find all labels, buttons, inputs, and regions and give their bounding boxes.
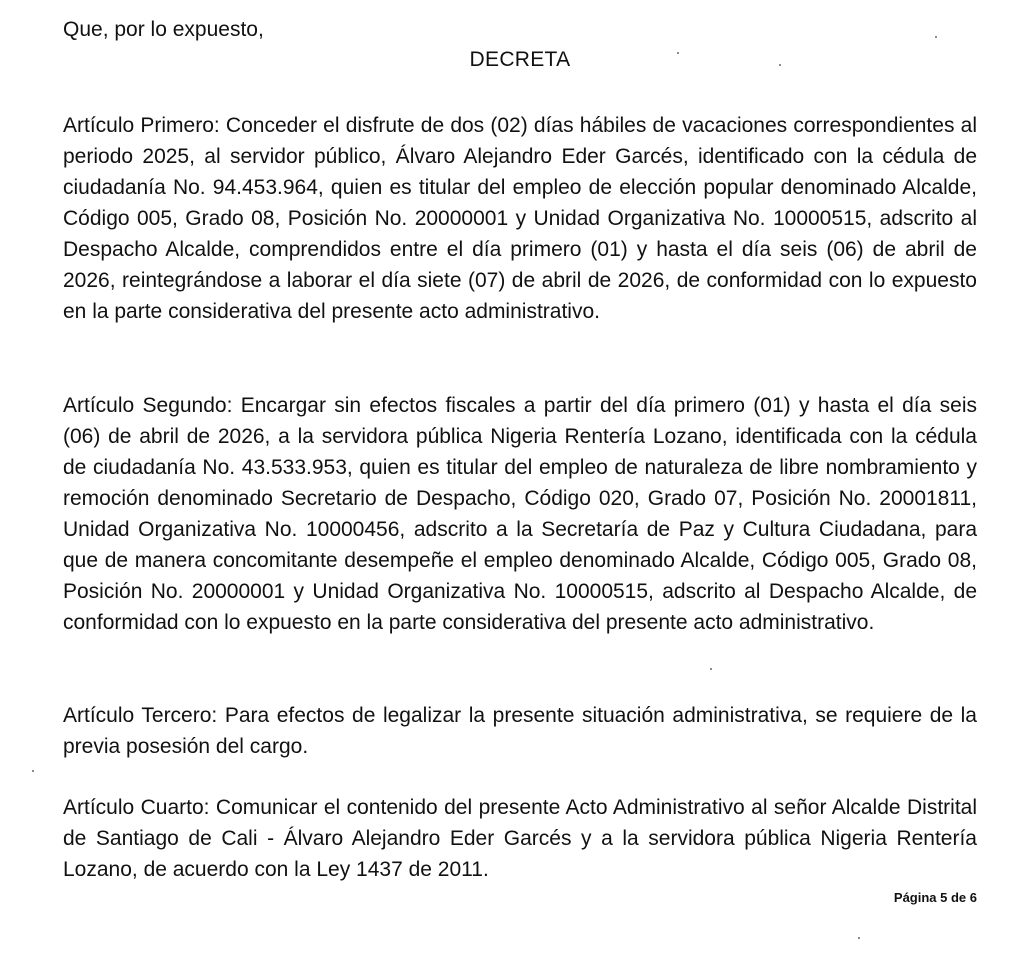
article-second: Artículo Segundo: Encargar sin efectos fiscales a partir del día primero (01) y hasta el día seis (06) de abril de 2026, a la servidora pública Nigeria Rentería Lozano, identificada con la cédula de ciudadanía No. 43.533.953, quien es titular del empleo de naturaleza de libre nombramiento y remoción denominado Secretario de Despacho, Código 020, Grado 07, Posición No. 20001811, Unidad Organizativa No. 10000456, adscrito a la Secretaría de Paz y Cultura Ciudadana, para que de manera concomitante desempeñe el empleo denominado Alcalde, Código 005, Grado 08, Posición No. 20000001 y Unidad Organizativa No. 10000515, adscrito al Despacho Alcalde, de conformidad con lo expuesto en la parte considerativa del presente acto administrativo. <box>63 394 977 634</box>
article-first: Artículo Primero: Conceder el disfrute de dos (02) días hábiles de vacaciones correspondientes al periodo 2025, al servidor público, Álvaro Alejandro Eder Garcés, identificado con la cédula de ciudadanía No. 94.453.964, quien es titular del empleo de elección popular denominado Alcalde, Código 005, Grado 08, Posición No. 20000001 y Unidad Organizativa No. 10000515, adscrito al Despacho Alcalde, comprendidos entre el día primero (01) y hasta el día seis (06) de abril de 2026, reintegrándose a laborar el día siete (07) de abril de 2026, de conformidad con lo expuesto en la parte considerativa del presente acto administrativo. <box>63 114 977 323</box>
decree-heading: DECRETA <box>469 48 571 71</box>
page-number: Página 5 de 6 <box>893 890 977 905</box>
article-fourth: Artículo Cuarto: Comunicar el contenido del presente Acto Administrativo al señor Alcalde Distrital de Santiago de Cali - Álvaro Alejandro Eder Garcés y a la servidora pública Nigeria Rentería Lozano, de acuerdo con la Ley 1437 de 2011. <box>63 796 977 881</box>
scan-speck <box>935 36 937 38</box>
scan-speck <box>710 668 712 670</box>
intro-text: Que, por lo expuesto, <box>63 18 264 41</box>
scan-speck <box>858 937 860 939</box>
article-third: Artículo Tercero: Para efectos de legalizar la presente situación administrativa, se requiere de la previa posesión del cargo. <box>63 704 977 758</box>
scan-speck <box>677 52 679 54</box>
scan-speck <box>32 770 34 772</box>
scan-speck <box>779 64 781 66</box>
